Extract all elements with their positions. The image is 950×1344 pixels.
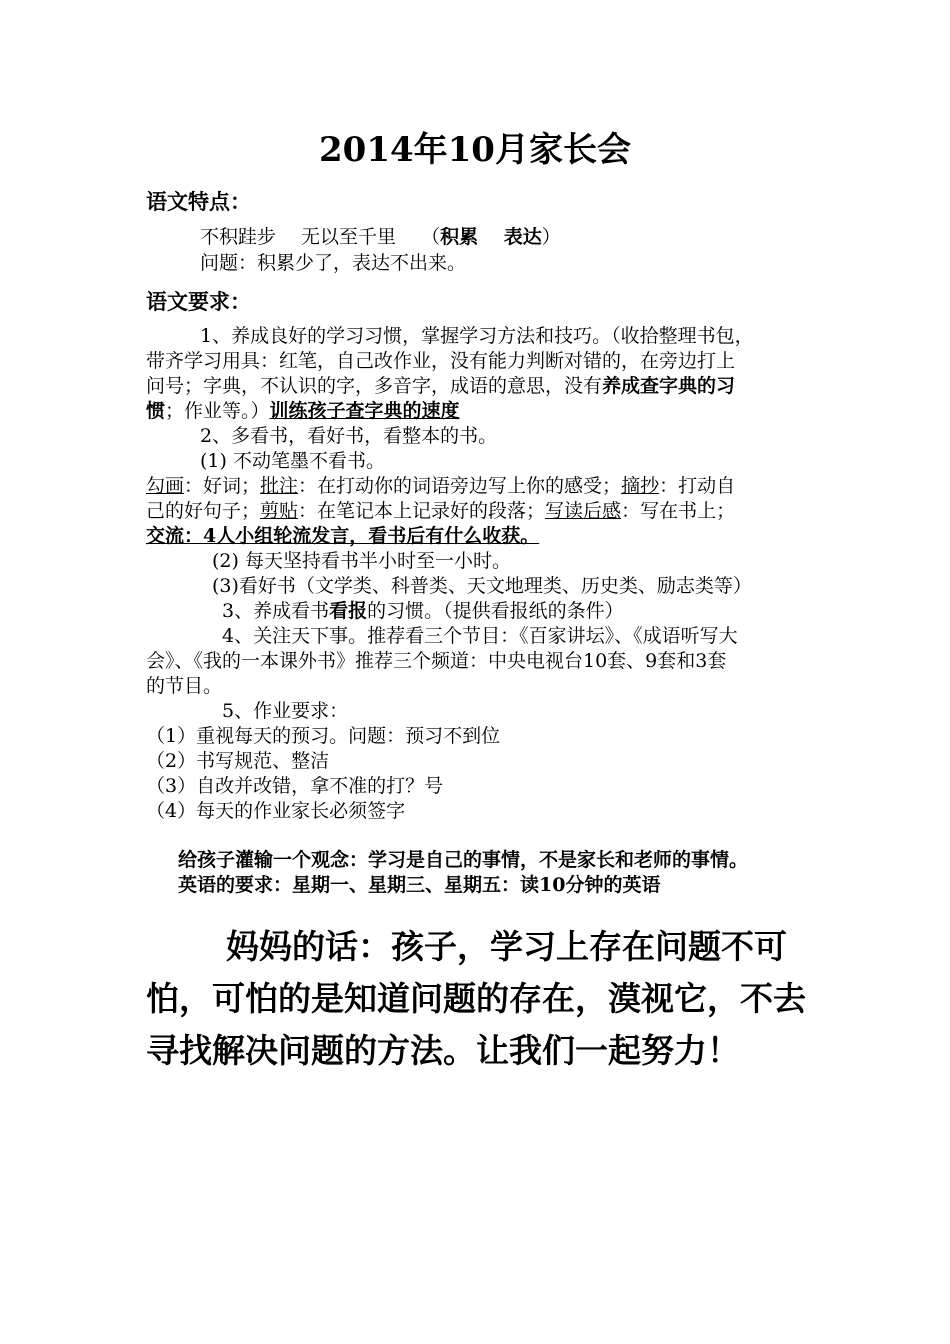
item1-bold-end: 惯 [146,400,166,422]
item2-sub2: (2) 每天坚持看书半小时至一小时。 [212,550,511,572]
item1-text-end: ；作业等。） [165,400,270,422]
method-pizhu: 批注 [260,475,299,497]
method-zhaichao-desc-cont: 己的好句子； [146,500,261,522]
method-duhougan: 写读后感 [545,500,622,522]
item4-line-2: 会》、《我的一本课外书》推荐三个频道：中央电视台10套、9套和3套 [146,650,727,672]
homework-item: （2）书写规范、整洁 [146,750,330,772]
homework-item: （4）每天的作业家长必须签字 [146,800,406,822]
item1-line-2: 带齐学习用具：红笔，自己改作业，没有能力判断对错的，在旁边打上 [146,350,736,372]
method-gouhua-desc: ：好词； [184,475,261,497]
notice-line-1: 给孩子灌输一个观念：学习是自己的事情，不是家长和老师的事情。 [178,849,749,871]
item3-line [222,599,624,624]
section-heading-features: 语文特点： [146,189,251,214]
method-duhougan-desc: ：写在书上； [621,500,736,522]
reading-methods-line-2 [146,499,735,524]
item2-sub1: (1) 不动笔墨不看书。 [200,450,385,472]
item1-emphasis: 训练孩子查字典的速度 [269,400,460,422]
features-keywords: 积累 表达 [440,226,542,248]
homework-item: （1）重视每天的预习。问题：预习不到位 [146,725,501,747]
method-gouhua: 勾画 [146,475,185,497]
method-zhaichao: 摘抄 [621,475,660,497]
item3-text-end: 的习惯。（提供看报纸的条件） [367,600,624,622]
page-title: 2014年10月家长会 [319,130,631,170]
item4-line-3: 的节目。 [146,675,223,697]
features-line-2: 问题：积累少了，表达不出来。 [200,252,467,274]
method-jiantie-desc: ：在笔记本上记录好的段落； [298,500,546,522]
method-zhaichao-desc: ：打动自 [659,475,736,497]
reading-exchange: 交流：4人小组轮流发言，看书后有什么收获。 [146,525,540,547]
item1-line-1: 1、养成良好的学习习惯，掌握学习方法和技巧。（收拾整理书包， [200,325,754,347]
item4-line-1: 4、关注天下事。推荐看三个节目：《百家讲坛》、《成语听写大 [222,625,738,647]
features-line-1 [200,225,561,250]
item5-line: 5、作业要求： [222,700,349,722]
closing-line-3: 寻找解决问题的方法。让我们一起努力！ [146,1031,740,1070]
homework-item: （3）自改并改错，拿不准的打？号 [146,775,444,797]
item3-text: 3、养成看书 [222,600,330,622]
method-jiantie: 剪贴 [260,500,299,522]
notice-line-2: 英语的要求：星期一、星期三、星期五：读10分钟的英语 [178,874,661,896]
section-heading-requirements: 语文要求： [146,289,251,314]
closing-line-1: 妈妈的话：孩子，学习上存在问题不可 [226,927,787,966]
item2-line: 2、多看书，看好书，看整本的书。 [200,425,498,447]
closing-line-2: 怕，可怕的是知道问题的存在，漠视它，不去 [146,979,806,1018]
method-pizhu-desc: ：在打动你的词语旁边写上你的感受； [298,475,622,497]
item1-text: 问号；字典，不认识的字，多音字，成语的意思，没有 [146,375,603,397]
item1-line-4 [146,399,460,424]
features-text-end: ） [541,226,561,248]
item3-bold: 看报 [329,600,368,622]
item1-bold-text: 养成查字典的习 [602,375,736,397]
item2-sub3: (3)看好书（文学类、科普类、天文地理类、历史类、励志类等） [212,575,752,597]
reading-methods-line-1 [146,474,735,499]
item1-line-3 [146,374,735,399]
features-text: 不积跬步 无以至千里 （ [200,226,441,248]
